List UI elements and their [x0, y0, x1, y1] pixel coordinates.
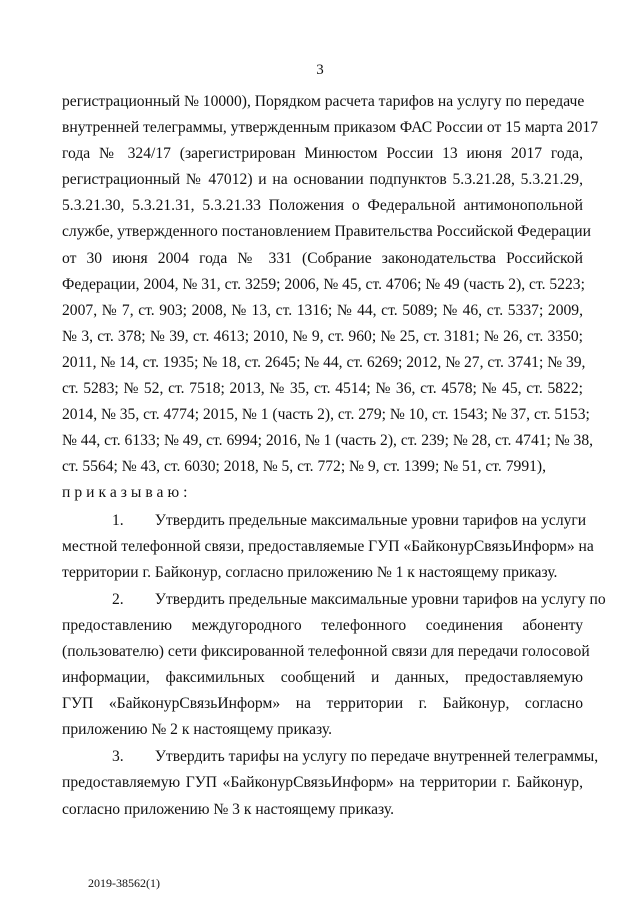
page-number: 3	[316, 62, 324, 78]
document-body	[62, 89, 606, 823]
text-line: ст. 5283; № 52, ст. 7518; 2013, № 35, ст. 4514; № 36, ст. 4578; № 45, ст. 5822;	[62, 380, 583, 398]
text-line: 2007, № 7, ст. 903; 2008, № 13, ст. 1316; № 44, ст. 5089; № 46, ст. 5337; 2009,	[62, 301, 583, 319]
text-line: 5.3.21.30, 5.3.21.31, 5.3.21.33 Положения о Федеральной антимонопольной	[62, 197, 583, 215]
text-line: № 3, ст. 378; № 39, ст. 4613; 2010, № 9, ст. 960; № 25, ст. 3181; № 26, ст. 3350;	[62, 327, 583, 345]
text-line: информации, факсимильных сообщений и данных, предоставляемую	[62, 669, 583, 687]
order-item-1	[62, 508, 594, 586]
text-line: предоставляемую ГУП «БайконурСвязьИнформ» на территории г. Байконур,	[62, 774, 583, 792]
document-registration-code: 2019-38562(1)	[88, 876, 160, 890]
preamble-paragraph	[62, 89, 598, 507]
text-line: ст. 5564; № 43, ст. 6030; 2018, № 5, ст. 772; № 9, ст. 1399; № 51, ст. 7991),	[62, 458, 547, 476]
text-line: года № 324/17 (зарегистрирован Минюстом России 13 июня 2017 года,	[62, 145, 583, 163]
text-line: 2014, № 35, ст. 4774; 2015, № 1 (часть 2), ст. 279; № 10, ст. 1543; № 37, ст. 5153;	[62, 406, 590, 424]
text-line: согласно приложению № 3 к настоящему приказу.	[62, 800, 395, 818]
text-line: 2011, № 14, ст. 1935; № 18, ст. 2645; № 44, ст. 6269; 2012, № 27, ст. 3741; № 39,	[62, 353, 586, 371]
text-line: регистрационный № 47012) и на основании подпунктов 5.3.21.28, 5.3.21.29,	[62, 171, 583, 189]
text-line: (пользователю) сети фиксированной телефонной связи для передачи голосовой	[62, 642, 590, 660]
text-line: внутренней телеграммы, утвержденным приказом ФАС России от 15 марта 2017	[62, 119, 598, 137]
text-line: 2. Утвердить предельные максимальные уровни тарифов на услугу по	[112, 590, 606, 608]
text-line: 1. Утвердить предельные максимальные уровни тарифов на услуги	[112, 511, 587, 529]
order-word: приказываю:	[62, 484, 192, 502]
text-line: регистрационный № 10000), Порядком расчета тарифов на услугу по передаче	[62, 93, 585, 110]
text-line: ГУП «БайконурСвязьИнформ» на территории г. Байконур, согласно	[62, 695, 583, 713]
text-line: предоставлению междугородного телефонного соединения абоненту	[62, 616, 583, 634]
text-line: местной телефонной связи, предоставляемые ГУП «БайконурСвязьИнформ» на	[62, 537, 594, 555]
order-item-2	[62, 587, 606, 744]
text-line: территории г. Байконур, согласно приложению № 1 к настоящему приказу.	[62, 563, 558, 581]
text-line: Федерации, 2004, № 31, ст. 3259; 2006, № 45, ст. 4706; № 49 (часть 2), ст. 5223;	[62, 275, 585, 293]
text-line: от 30 июня 2004 года № 331 (Собрание законодательства Российской	[62, 249, 583, 267]
text-line: приложению № 2 к настоящему приказу.	[62, 721, 333, 739]
text-line: № 44, ст. 6133; № 49, ст. 6994; 2016, № 1 (часть 2), ст. 239; № 28, ст. 4741; № 38,	[62, 432, 594, 450]
text-line: службе, утвержденного постановлением Правительства Российской Федерации	[62, 223, 591, 241]
order-item-3	[62, 744, 599, 822]
text-line: 3. Утвердить тарифы на услугу по передаче внутренней телеграммы,	[112, 748, 599, 766]
